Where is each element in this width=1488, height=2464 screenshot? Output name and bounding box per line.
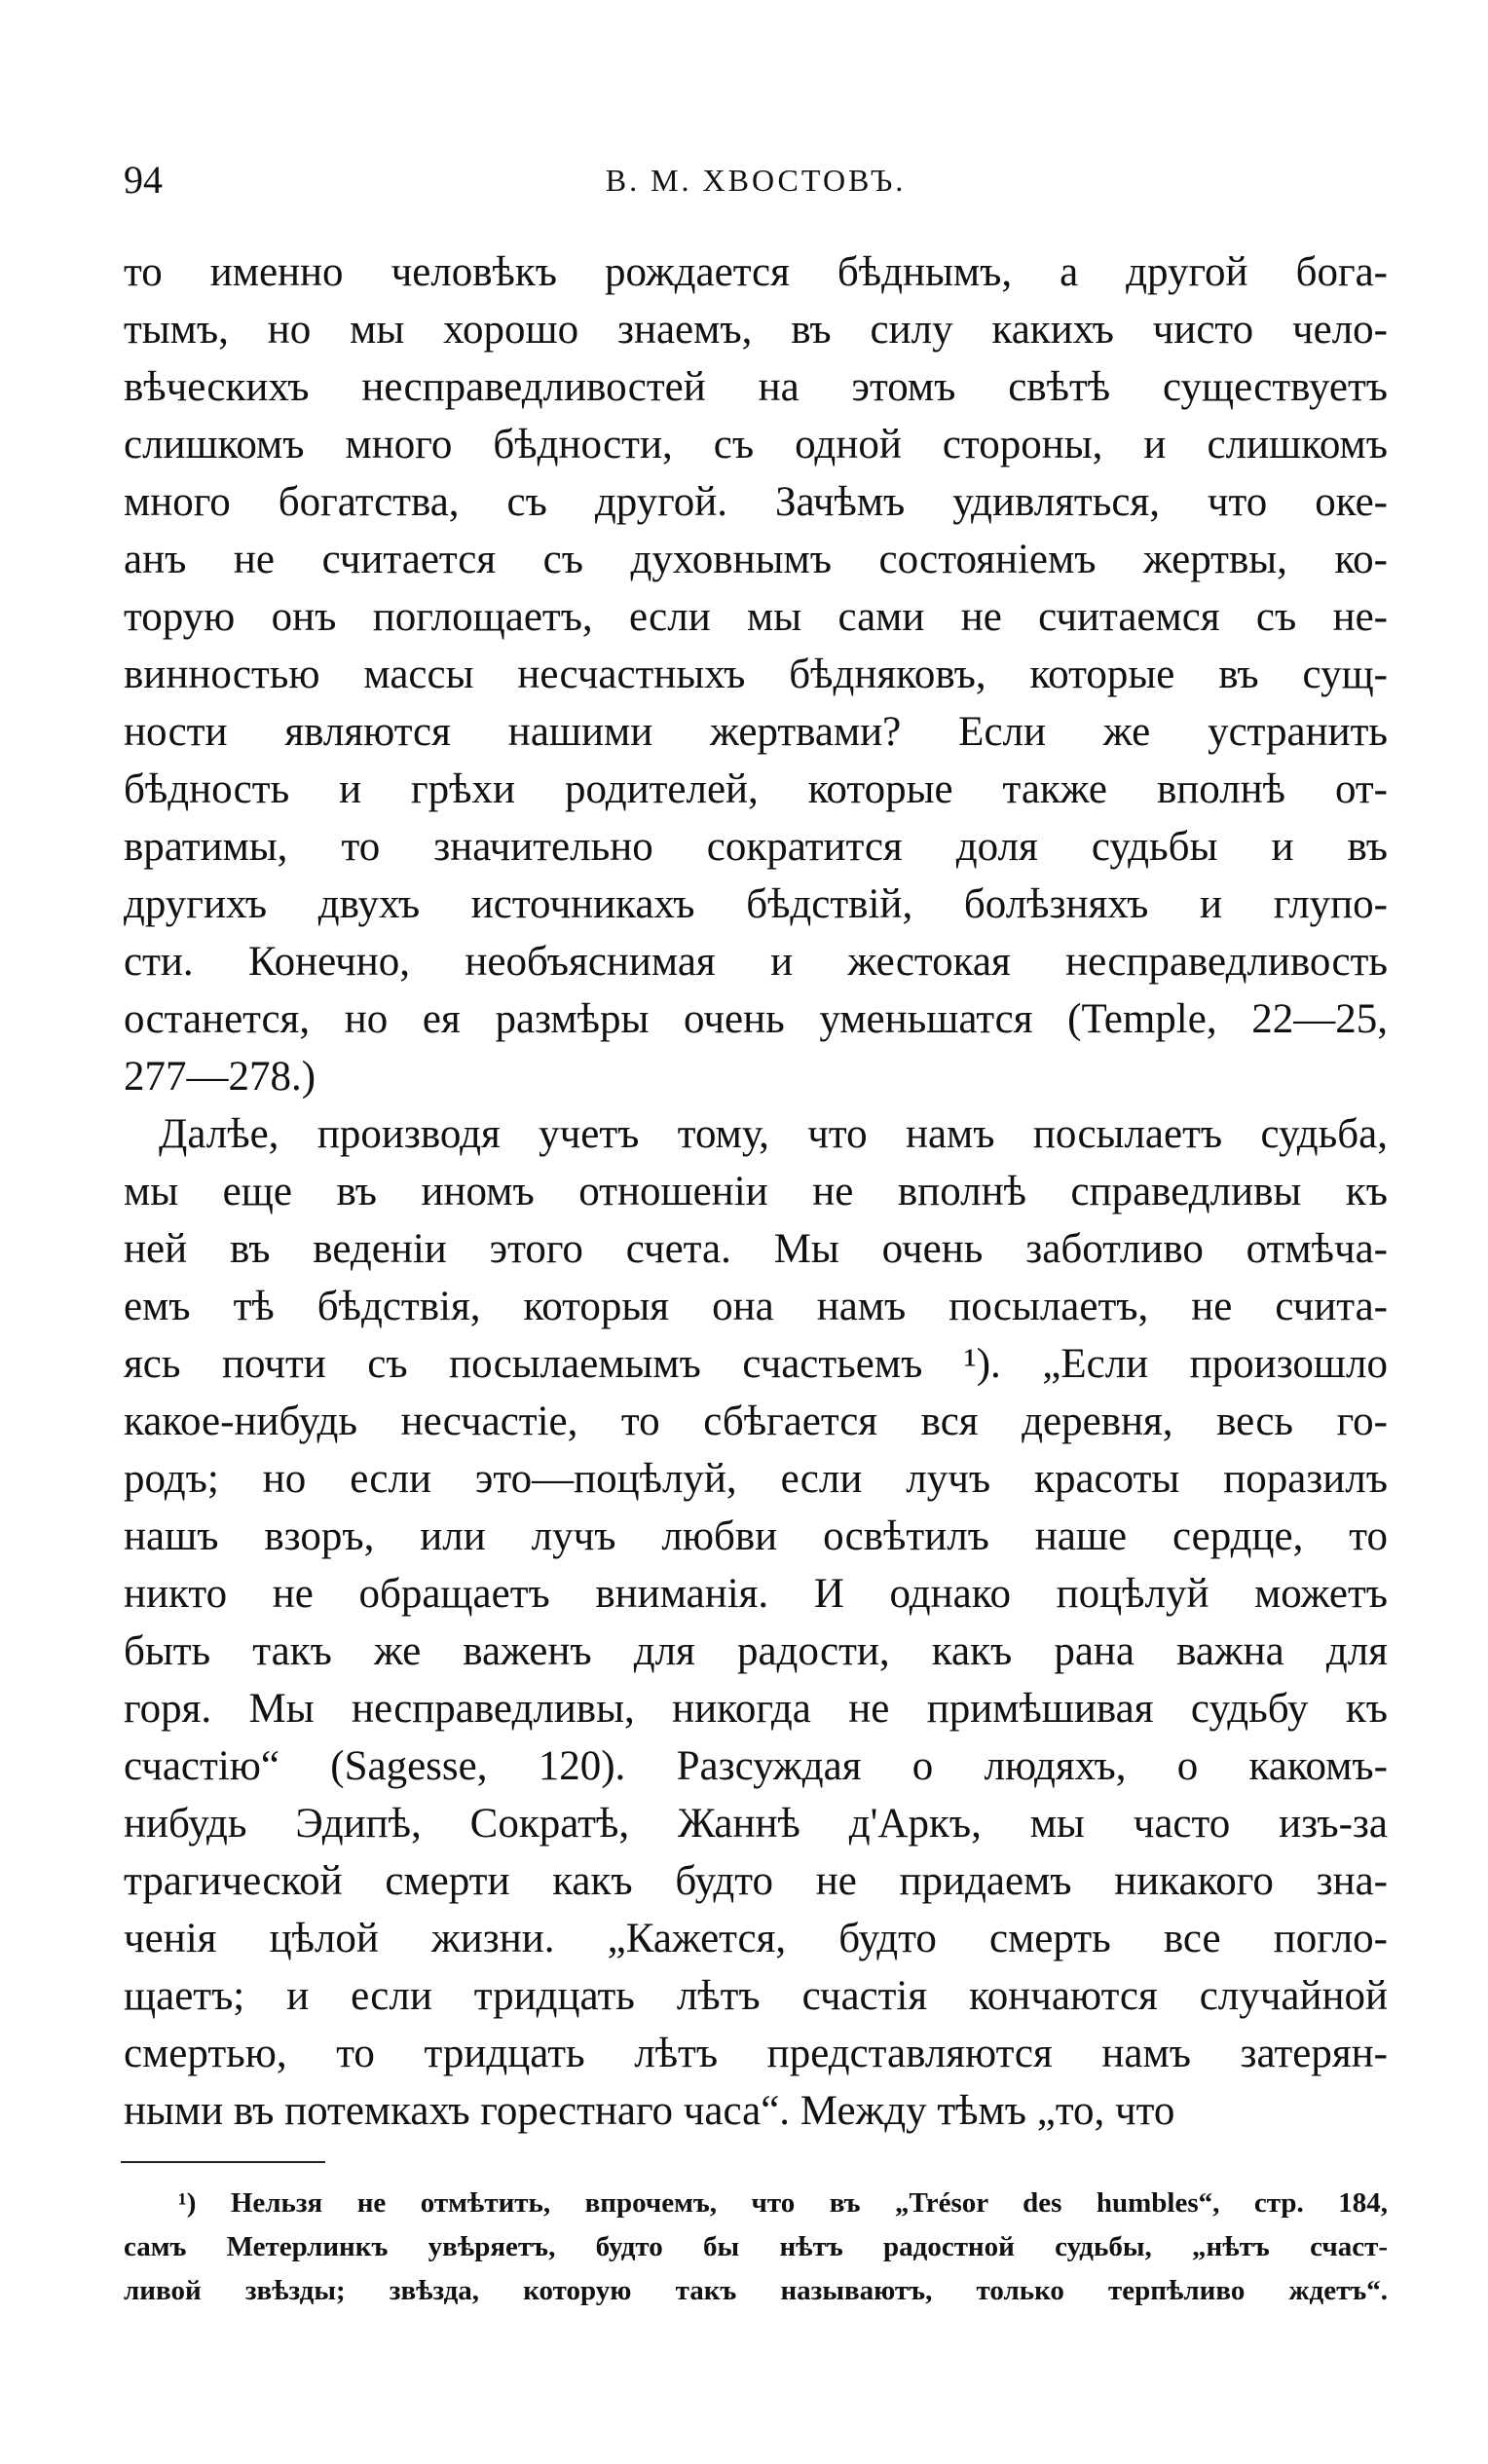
body-text: [124, 243, 1388, 2140]
text-line: ясь почти съ посылаемымъ счастьемъ ¹). „Если произошло: [124, 1341, 1388, 1387]
text-line: счастію“ (Sagesse, 120). Разсуждая о людяхъ, о какомъ-: [124, 1743, 1388, 1789]
text-line: бѣдность и грѣхи родителей, которые также вполнѣ от-: [124, 766, 1388, 812]
footnote-line: самъ Метерлинкъ увѣряетъ, будто бы нѣтъ радостной судьбы, „нѣтъ счаст-: [124, 2231, 1388, 2262]
text-line: ными въ потемкахъ горестнаго часа“. Между тѣмъ „то, что: [124, 2088, 1175, 2134]
text-line: нибудь Эдипѣ, Сократѣ, Жаннѣ д'Аркъ, мы часто изъ-за: [124, 1801, 1388, 1847]
text-line: 277—278.): [124, 1054, 316, 1100]
footnote-line: ¹) Нельзя не отмѣтить, впрочемъ, что въ „Trésor des humbles“, стр. 184,: [178, 2187, 1388, 2219]
text-line: винностью массы несчастныхъ бѣдняковъ, которые въ сущ-: [124, 652, 1388, 697]
text-line: ности являются нашими жертвами? Если же устранить: [124, 709, 1388, 755]
text-line: анъ не считается съ духовнымъ состояніемъ жертвы, ко-: [124, 537, 1388, 582]
text-line: вратимы, то значительно сократится доля судьбы и въ: [124, 824, 1388, 870]
text-line: нашъ взоръ, или лучъ любви освѣтилъ наше сердце, то: [124, 1513, 1388, 1559]
text-line: родъ; но если это—поцѣлуй, если лучъ красоты поразилъ: [124, 1456, 1388, 1502]
running-title: В. М. ХВОСТОВЪ.: [605, 163, 907, 198]
text-line: никто не обращаетъ вниманія. И однако поцѣлуй можетъ: [124, 1571, 1388, 1617]
text-line: сти. Конечно, необъяснимая и жестокая несправедливость: [124, 939, 1388, 985]
text-line: щаетъ; и если тридцать лѣтъ счастія кончаются случайной: [124, 1973, 1388, 2019]
page-number: 94: [124, 158, 163, 202]
text-line: быть такъ же важенъ для радости, какъ рана важна для: [124, 1628, 1388, 1674]
text-line: мы еще въ иномъ отношеніи не вполнѣ справедливы къ: [124, 1169, 1388, 1214]
footnotes: [124, 2182, 1388, 2313]
text-line: то именно человѣкъ рождается бѣднымъ, а другой бога-: [124, 249, 1388, 295]
text-line: слишкомъ много бѣдности, съ одной стороны, и слишкомъ: [124, 422, 1388, 467]
text-line: другихъ двухъ источникахъ бѣдствій, болѣзняхъ и глупо-: [124, 881, 1388, 927]
text-line: вѣческихъ несправедливостей на этомъ свѣтѣ существуетъ: [124, 364, 1388, 410]
text-line: много богатства, съ другой. Зачѣмъ удивляться, что оке-: [124, 479, 1388, 525]
page-header: [124, 156, 1388, 214]
text-line: емъ тѣ бѣдствія, которыя она намъ посылаетъ, не счита-: [124, 1284, 1388, 1329]
text-line: горя. Мы несправедливы, никогда не примѣшивая судьбу къ: [124, 1686, 1388, 1732]
text-line: торую онъ поглощаетъ, если мы сами не считаемся съ не-: [124, 594, 1388, 640]
footnote-divider: [121, 2161, 325, 2163]
text-line: останется, но ея размѣры очень уменьшатся (Temple, 22—25,: [124, 996, 1388, 1042]
text-line: Далѣе, производя учетъ тому, что намъ посылаетъ судьба,: [159, 1111, 1388, 1157]
footnote-line: ливой звѣзды; звѣзда, которую такъ называютъ, только терпѣливо ждетъ“.: [124, 2275, 1388, 2306]
text-line: ней въ веденіи этого счета. Мы очень заботливо отмѣча-: [124, 1226, 1388, 1272]
text-line: смертью, то тридцать лѣтъ представляются намъ затерян-: [124, 2031, 1388, 2076]
text-line: трагической смерти какъ будто не придаемъ никакого зна-: [124, 1858, 1388, 1904]
text-line: тымъ, но мы хорошо знаемъ, въ силу какихъ чисто чело-: [124, 307, 1388, 353]
text-line: какое-нибудь несчастіе, то сбѣгается вся деревня, весь го-: [124, 1399, 1388, 1444]
text-line: ченія цѣлой жизни. „Кажется, будто смерть все погло-: [124, 1916, 1388, 1961]
